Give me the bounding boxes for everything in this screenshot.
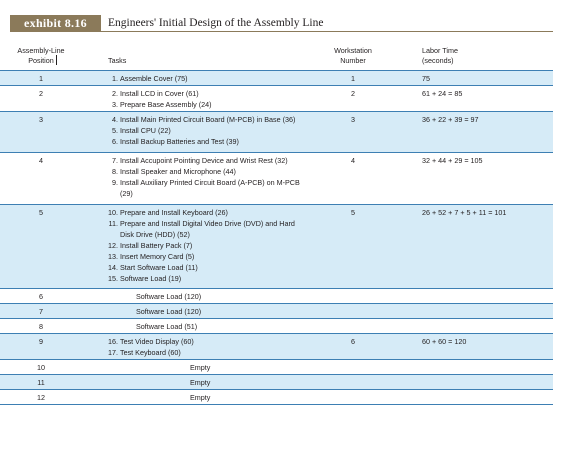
- task-text: Prepare and Install Keyboard (26): [120, 208, 228, 217]
- task-text: Prepare Base Assembly (24): [120, 100, 212, 109]
- cell-tasks: [108, 392, 303, 403]
- task-item: [108, 88, 303, 99]
- cell-workstation: 1: [351, 74, 355, 83]
- col-header-position-line1: Assembly-Line: [17, 46, 65, 55]
- task-item: Software Load (120): [136, 292, 202, 301]
- task-item: Empty: [190, 363, 211, 372]
- task-item: [108, 251, 303, 262]
- task-number: 14.: [108, 263, 118, 272]
- task-number: 3.: [112, 100, 118, 109]
- task-item: [108, 136, 303, 147]
- table-row: [0, 374, 553, 389]
- cell-position: 4: [39, 156, 43, 165]
- task-item: [108, 73, 303, 84]
- cell-labor-time: 61 + 24 = 85: [422, 89, 463, 98]
- cell-position: 12: [37, 393, 45, 402]
- cell-tasks: [108, 88, 303, 110]
- table-row: [0, 359, 553, 374]
- cell-position: 1: [39, 74, 43, 83]
- task-text: Install Auxiliary Printed Circuit Board (A-PCB) on M-PCB (29): [120, 178, 300, 198]
- table-row: [0, 70, 553, 85]
- task-text: Prepare and Install Digital Video Drive (DVD) and Hard Disk Drive (HDD) (52): [120, 219, 295, 239]
- task-item: [108, 125, 303, 136]
- table-row: [0, 85, 553, 111]
- cell-tasks: [108, 336, 303, 358]
- task-number: 13.: [108, 252, 118, 261]
- task-item: [108, 207, 303, 218]
- task-number: 9.: [112, 178, 118, 187]
- exhibit-header: [0, 0, 565, 36]
- cell-position: 6: [39, 292, 43, 301]
- cell-tasks: [108, 377, 303, 388]
- cell-labor-time: 75: [422, 74, 430, 83]
- task-item: [108, 177, 303, 199]
- task-item: [108, 218, 303, 240]
- task-number: 12.: [108, 241, 118, 250]
- cell-position: 5: [39, 208, 43, 217]
- cell-workstation: 2: [351, 89, 355, 98]
- col-header-labor-line1: Labor Time: [422, 46, 458, 55]
- table-row: [0, 389, 553, 405]
- cell-labor-time: 26 + 52 + 7 + 5 + 11 = 101: [422, 208, 507, 217]
- task-text: Test Keyboard (60): [120, 348, 181, 357]
- cell-labor-time: 32 + 44 + 29 = 105: [422, 156, 483, 165]
- task-item: [108, 347, 303, 358]
- title-rule: [101, 31, 553, 32]
- cell-tasks: [108, 321, 303, 332]
- task-item: [108, 273, 303, 284]
- task-text: Software Load (19): [120, 274, 182, 283]
- task-text: Install Battery Pack (7): [120, 241, 193, 250]
- col-header-tasks: Tasks: [108, 56, 127, 65]
- cell-tasks: [108, 155, 303, 199]
- task-number: 7.: [112, 156, 118, 165]
- cell-position: 11: [37, 378, 45, 387]
- task-item: Software Load (51): [136, 322, 198, 331]
- task-item: Empty: [190, 378, 211, 387]
- task-item: [108, 240, 303, 251]
- text-cursor: [56, 55, 57, 65]
- table-row: [0, 303, 553, 318]
- cell-workstation: 3: [351, 115, 355, 124]
- col-header-workstation-line2: Number: [340, 56, 366, 65]
- assembly-table: [0, 70, 565, 405]
- cell-position: 10: [37, 363, 45, 372]
- task-text: Install Main Printed Circuit Board (M-PCB) in Base (36): [120, 115, 296, 124]
- task-item: Software Load (120): [136, 307, 202, 316]
- task-text: Assemble Cover (75): [120, 74, 188, 83]
- cell-position: 8: [39, 322, 43, 331]
- table-row: [0, 111, 553, 152]
- exhibit-badge: exhibit 8.16: [10, 15, 101, 32]
- task-number: 11.: [108, 219, 118, 228]
- col-header-labor-line2: (seconds): [422, 56, 454, 65]
- cell-workstation: 5: [351, 208, 355, 217]
- task-number: 6.: [112, 137, 118, 146]
- task-text: Test Video Display (60): [120, 337, 194, 346]
- col-header-position: [10, 46, 72, 66]
- table-row: [0, 152, 553, 204]
- task-text: Start Software Load (11): [120, 263, 198, 272]
- exhibit-title: Engineers' Initial Design of the Assembly Line: [108, 17, 324, 29]
- task-number: 4.: [112, 115, 118, 124]
- task-text: Install LCD in Cover (61): [120, 89, 199, 98]
- task-item: [108, 99, 303, 110]
- task-item: [108, 262, 303, 273]
- task-item: Empty: [190, 393, 211, 402]
- task-number: 10.: [108, 208, 118, 217]
- cell-tasks: [108, 114, 303, 147]
- cell-position: 9: [39, 337, 43, 346]
- cell-labor-time: 36 + 22 + 39 = 97: [422, 115, 479, 124]
- cell-tasks: [108, 306, 303, 317]
- cell-position: 2: [39, 89, 43, 98]
- task-number: 17.: [108, 348, 118, 357]
- task-item: [108, 114, 303, 125]
- cell-tasks: [108, 362, 303, 373]
- task-number: 1.: [112, 74, 118, 83]
- task-number: 5.: [112, 126, 118, 135]
- col-header-workstation: [322, 46, 384, 66]
- table-row: [0, 318, 553, 333]
- col-header-labor: [422, 46, 458, 66]
- task-text: Install CPU (22): [120, 126, 171, 135]
- cell-workstation: 6: [351, 337, 355, 346]
- cell-tasks: [108, 291, 303, 302]
- table-row: [0, 288, 553, 303]
- task-item: [108, 155, 303, 166]
- table-row: [0, 333, 553, 359]
- task-item: [108, 166, 303, 177]
- table-row: [0, 204, 553, 288]
- cell-tasks: [108, 207, 303, 284]
- task-number: 16.: [108, 337, 118, 346]
- task-item: [108, 336, 303, 347]
- column-headers: [0, 46, 565, 72]
- cell-position: 7: [39, 307, 43, 316]
- task-number: 8.: [112, 167, 118, 176]
- cell-position: 3: [39, 115, 43, 124]
- cell-labor-time: 60 + 60 = 120: [422, 337, 467, 346]
- col-header-workstation-line1: Workstation: [334, 46, 372, 55]
- task-text: Install Accupoint Pointing Device and Wrist Rest (32): [120, 156, 288, 165]
- task-text: Install Backup Batteries and Test (39): [120, 137, 239, 146]
- cell-tasks: [108, 73, 303, 84]
- task-text: Install Speaker and Microphone (44): [120, 167, 236, 176]
- task-text: Insert Memory Card (5): [120, 252, 195, 261]
- task-number: 15.: [108, 274, 118, 283]
- task-number: 2.: [112, 89, 118, 98]
- col-header-position-line2: Position: [28, 56, 54, 65]
- cell-workstation: 4: [351, 156, 355, 165]
